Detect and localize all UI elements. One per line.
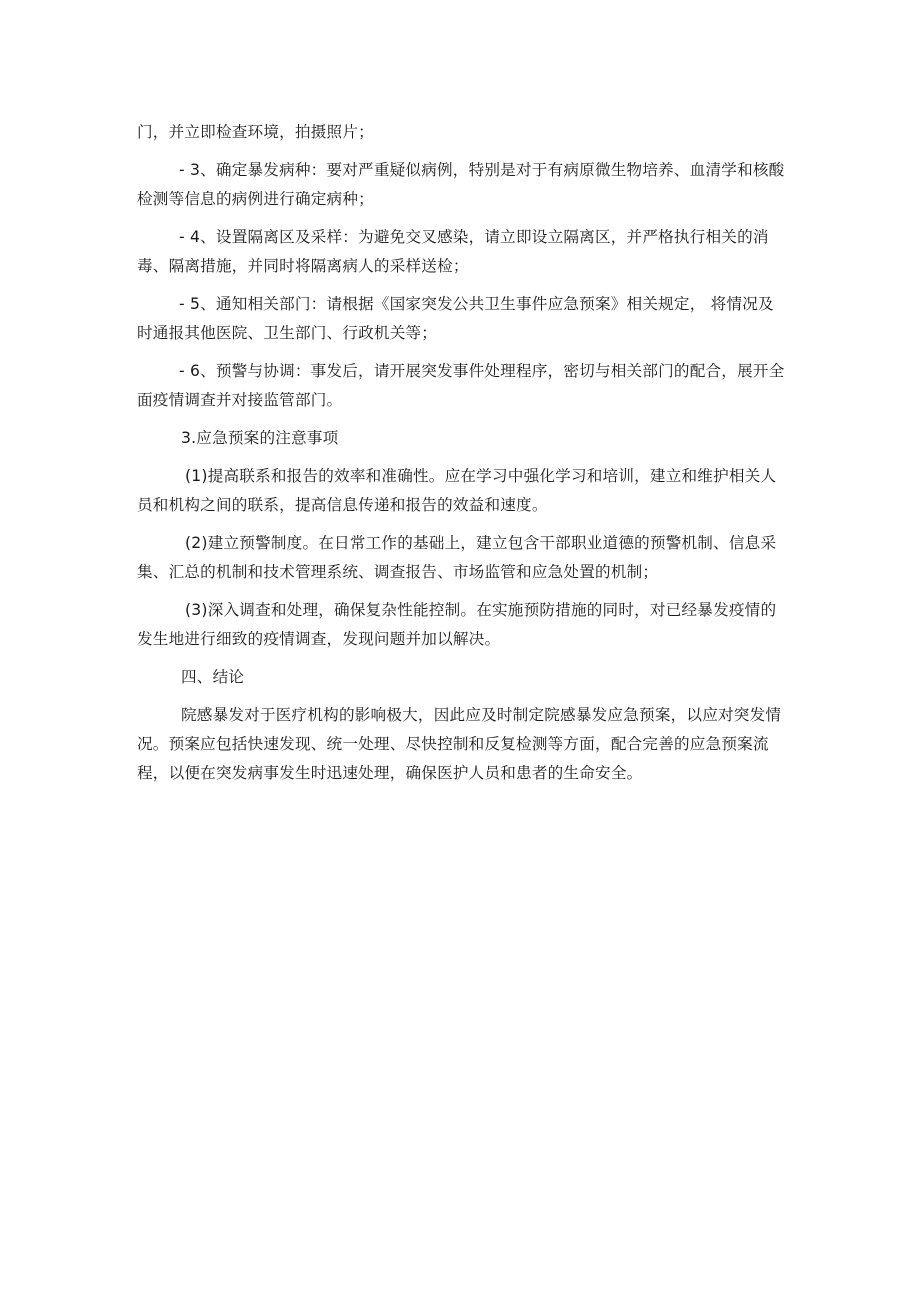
section-heading-conclusion: 四、结论 — [181, 668, 245, 686]
list-item-6: - 6、预警与协调：事发后，请开展突发事件处理程序，密切与相关部门的配合，展开全面疫情调查并对接监管部门。 — [137, 362, 785, 409]
note-item-2: (2)建立预警制度。在日常工作的基础上，建立包含干部职业道德的预警机制、信息采集、汇总的机制和技术管理系统、调查报告、市场监管和应急处置的机制； — [137, 534, 777, 581]
list-item-3: - 3、确定暴发病种：要对严重疑似病例，特别是对于有病原微生物培养、血清学和核酸检测等信息的病例进行确定病种； — [137, 161, 785, 208]
note-item-1: (1)提高联系和报告的效率和准确性。应在学习中强化学习和培训，建立和维护相关人员和机构之间的联系，提高信息传递和报告的效益和速度。 — [137, 467, 777, 514]
list-item-4: - 4、设置隔离区及采样：为避免交叉感染，请立即设立隔离区，并严格执行相关的消毒、隔离措施，并同时将隔离病人的采样送检； — [137, 228, 769, 275]
section-heading-notes: 3.应急预案的注意事项 — [181, 429, 339, 447]
document-page — [137, 118, 789, 788]
conclusion-paragraph: 院感暴发对于医疗机构的影响极大，因此应及时制定院感暴发应急预案，以应对突发情况。预案应包括快速发现、统一处理、尽快控制和反复检测等方面，配合完善的应急预案流程，以便在突发病事发生时迅速处理，确保医护人员和患者的生命安全。 — [137, 706, 782, 782]
paragraph-continuation: 门，并立即检查环境，拍摄照片； — [137, 123, 374, 141]
note-item-3: (3)深入调查和处理，确保复杂性能控制。在实施预防措施的同时，对已经暴发疫情的发生地进行细致的疫情调查，发现问题并加以解决。 — [137, 601, 777, 648]
list-item-5: - 5、通知相关部门：请根据《国家突发公共卫生事件应急预案》相关规定， 将情况及时通报其他医院、卫生部门、行政机关等； — [137, 295, 774, 342]
